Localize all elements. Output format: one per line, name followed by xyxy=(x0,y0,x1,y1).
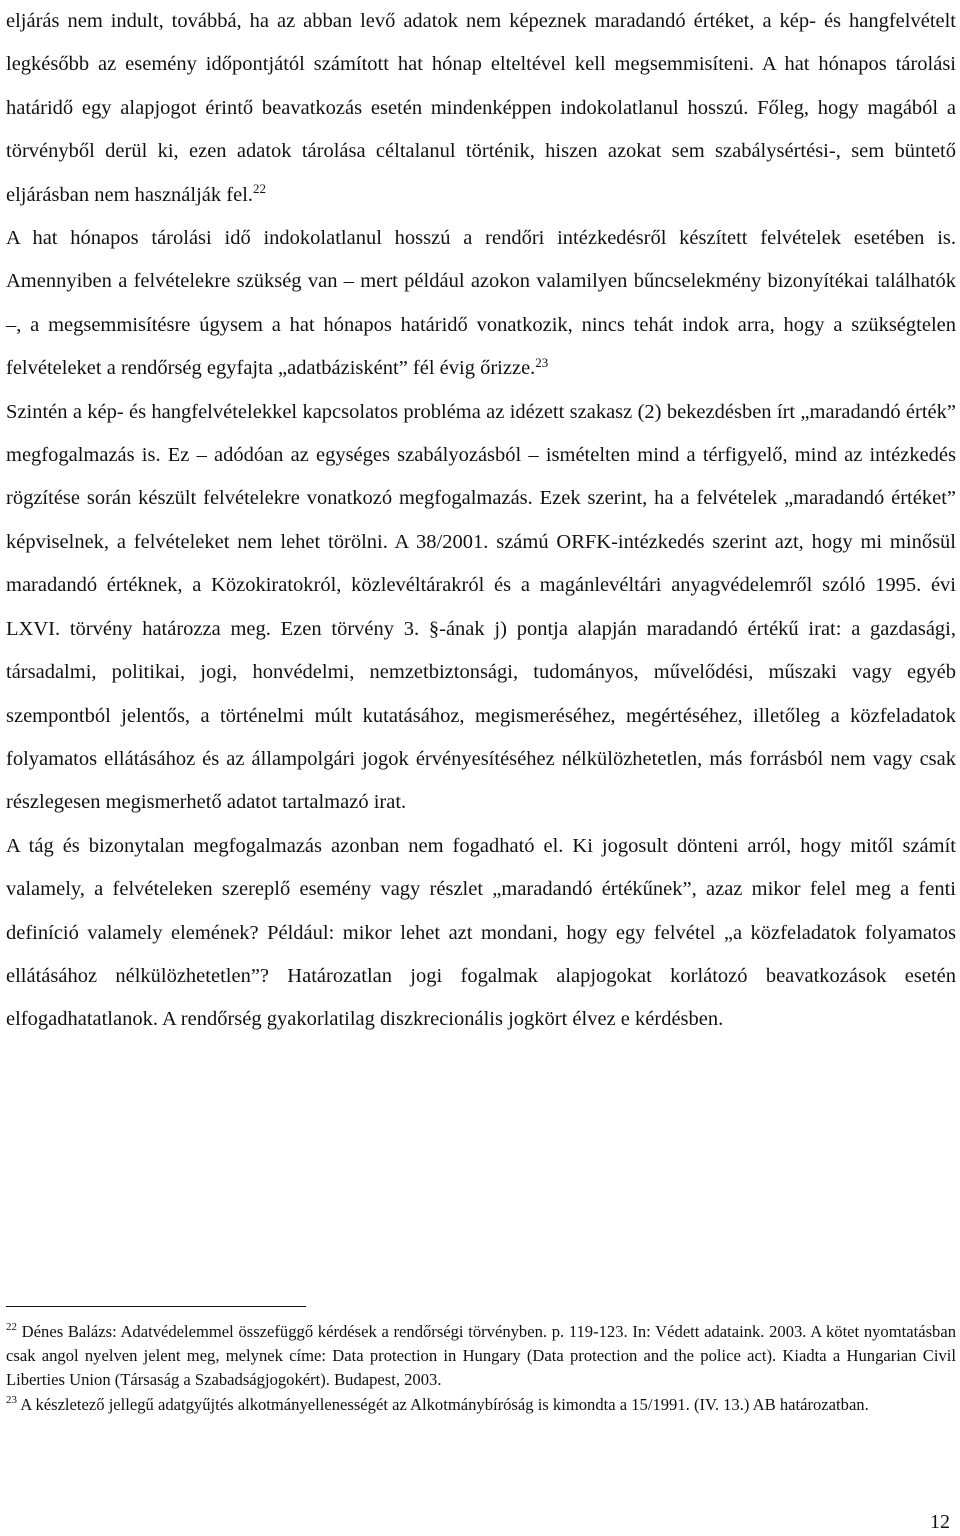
page-number: 12 xyxy=(930,1511,950,1533)
footnote-text: Dénes Balázs: Adatvédelemmel összefüggő kérdések a rendőrségi törvényben. p. 119-123. In: Védett adataink. 2003. A kötet nyomtatásban csak angol nyelven jelent meg, melynek címe: Data protection in Hungary (Data protection and the police act). Kiadta a Hungarian Civil Liberties Union (Társaság a Szabadságjogokért). Budapest, 2003. xyxy=(6,1322,956,1390)
body-text xyxy=(6,0,956,1042)
footnote-text: A készletező jellegű adatgyűjtés alkotmányellenességét az Alkotmánybíróság is kimondta a 15/1991. (IV. 13.) AB határozatban. xyxy=(17,1394,869,1414)
document-page xyxy=(6,0,956,1536)
footnote-23 xyxy=(6,1393,956,1417)
paragraph-4 xyxy=(6,825,956,1042)
paragraph-3 xyxy=(6,391,956,825)
footnotes xyxy=(6,1320,956,1417)
footnote-number: 23 xyxy=(6,1394,17,1407)
paragraph-text: Szintén a kép- és hangfelvételekkel kapcsolatos probléma az idézett szakasz (2) bekezdésben írt „maradandó érték” megfogalmazás is. Ez – adódóan az egységes szabályozásból – ismételten mind a térfigyelő, mind az intézkedés rögzítése során készült felvételekre vonatkozó megfogalmazás. Ezek szerint, ha a felvételek „maradandó értéket” képviselnek, a felvételeket nem lehet törölni. A 38/2001. számú ORFK-intézkedés szerint azt, hogy mi minősül maradandó értéknek, a Közokiratokról, közlevéltárakról és a magánlevéltári anyagvédelemről szóló 1995. évi LXVI. törvény határozza meg. Ezen törvény 3. §-ának j) pontja alapján maradandó értékű irat: a gazdasági, társadalmi, politikai, jogi, honvédelmi, nemzetbiztonsági, tudományos, művelődési, műszaki vagy egyéb szempontból jelentős, a történelmi múlt kutatásához, megismeréséhez, megértéséhez, illetőleg a közfeladatok folyamatos ellátásához és az állampolgári jogok érvényesítéséhez nélkülözhetetlen, más forrásból nem vagy csak részlegesen megismerhető adatot tartalmazó irat. xyxy=(6,400,956,814)
footnote-separator xyxy=(6,1306,306,1307)
footnote-number: 22 xyxy=(6,1321,17,1334)
paragraph-1 xyxy=(6,0,956,217)
footnote-reference-23[interactable]: 23 xyxy=(535,355,549,371)
paragraph-text: A tág és bizonytalan megfogalmazás azonban nem fogadható el. Ki jogosult dönteni arról, hogy mitől számít valamely, a felvételeken szereplő esemény vagy részlet „maradandó értékűnek”, azaz mikor felel meg a fenti definíció valamely elemének? Például: mikor lehet azt mondani, hogy egy felvétel „a közfeladatok folyamatos ellátásához nélkülözhetetlen”? Határozatlan jogi fogalmak alapjogokat korlátozó beavatkozások esetén elfogadhatatlanok. A rendőrség gyakorlatilag diszkrecionális jogkört élvez e kérdésben. xyxy=(6,834,956,1031)
paragraph-2 xyxy=(6,217,956,391)
paragraph-text: A hat hónapos tárolási idő indokolatlanul hosszú a rendőri intézkedésről készített felvételek esetében is. Amennyiben a felvételekre szükség van – mert például azokon valamilyen bűncselekmény bizonyítékai találhatók –, a megsemmisítésre úgysem a hat hónapos határidő vonatkozik, nincs tehát indok arra, hogy a szükségtelen felvételeket a rendőrség egyfajta „adatbázisként” fél évig őrizze. xyxy=(6,227,956,380)
footnote-reference-22[interactable]: 22 xyxy=(253,181,267,197)
paragraph-text: eljárás nem indult, továbbá, ha az abban levő adatok nem képeznek maradandó értéket, a kép- és hangfelvételt legkésőbb az esemény időpontjától számított hat hónap elteltével kell megsemmisíteni. A hat hónapos tárolási határidő egy alapjogot érintő beavatkozás esetén mindenképpen indokolatlanul hosszú. Főleg, hogy magából a törvényből derül ki, ezen adatok tárolása céltalanul történik, hiszen azokat sem szabálysértési-, sem büntető eljárásban nem használják fel. xyxy=(6,10,956,206)
footnote-22 xyxy=(6,1320,956,1393)
